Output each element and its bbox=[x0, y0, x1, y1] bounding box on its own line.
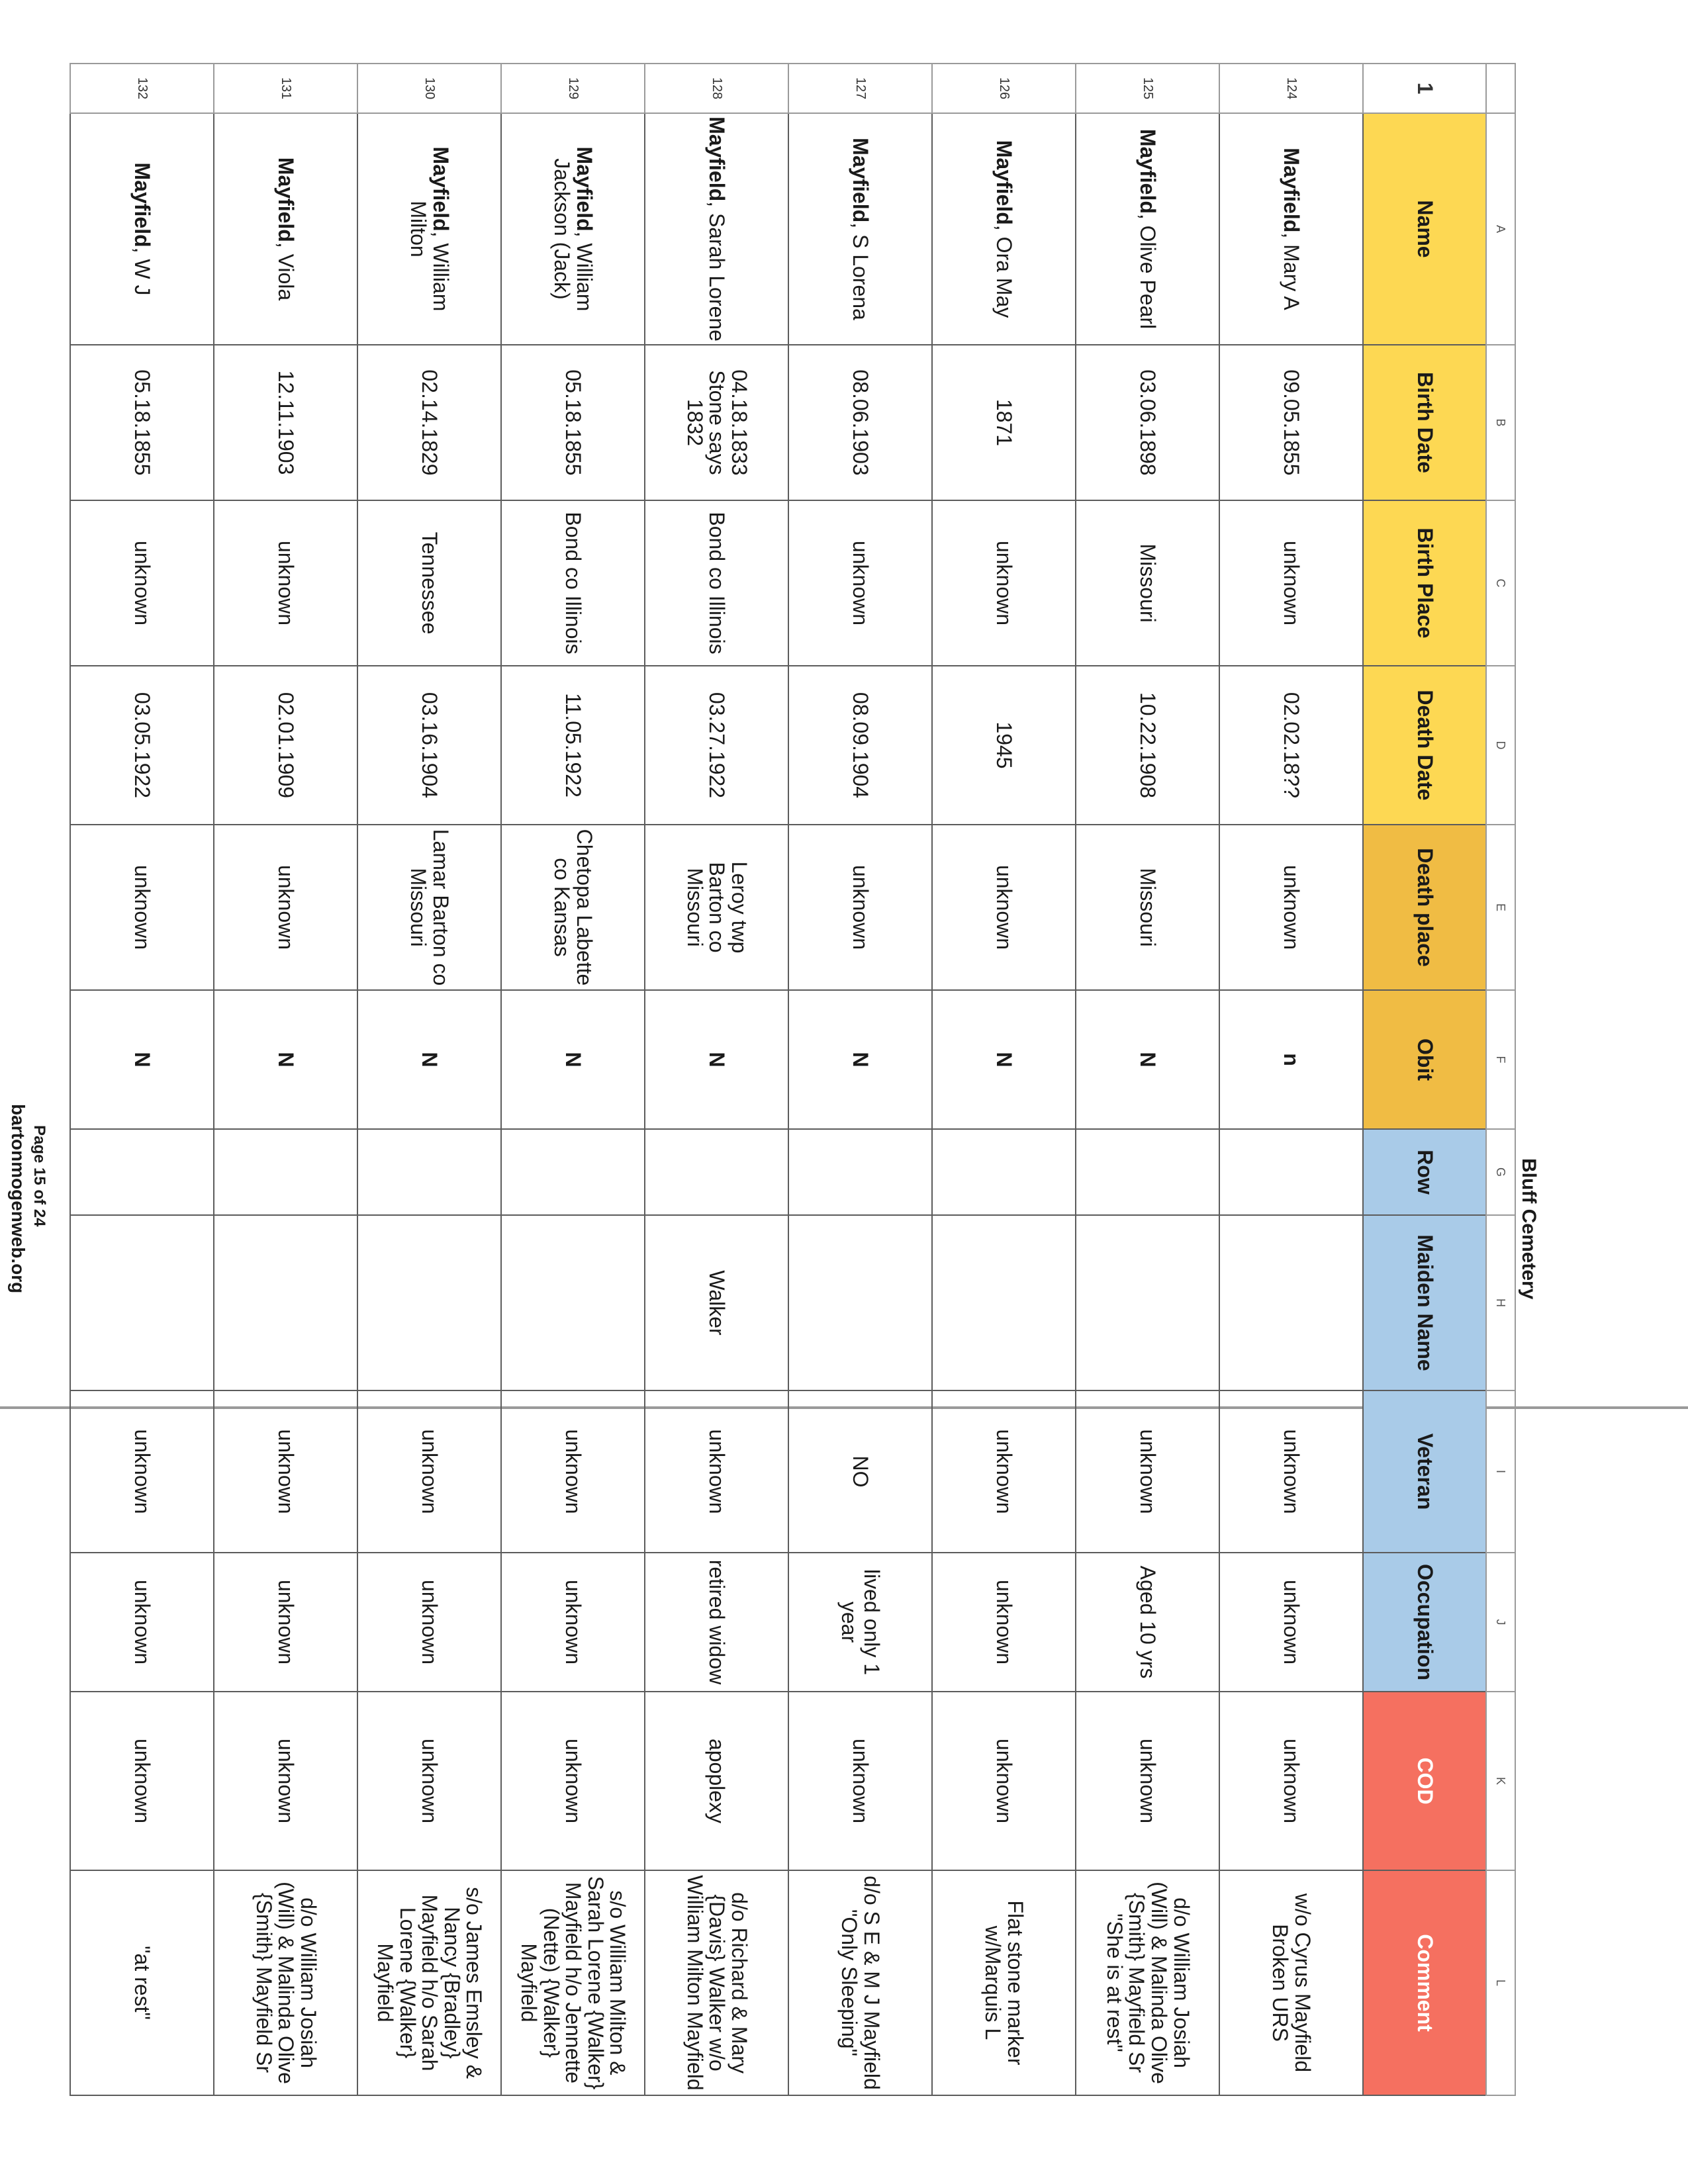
comment-cell: s/o James Emsley & Nancy {Bradley} Mayfield h/o Sarah Lorene {Walker} Mayfield bbox=[357, 1870, 501, 2095]
column-letter: D bbox=[1486, 666, 1515, 825]
occupation-cell: unknown bbox=[357, 1553, 501, 1692]
maiden-name-cell bbox=[932, 1215, 1076, 1390]
maiden-name-cell bbox=[70, 1215, 214, 1390]
column-letter: H bbox=[1486, 1215, 1515, 1390]
obit-cell: N bbox=[1076, 990, 1219, 1129]
birth-place-cell: Bond co Illinois bbox=[645, 500, 788, 666]
surname: Mayfield bbox=[1136, 128, 1160, 214]
comment-cell: w/o Cyrus Mayfield Broken URS bbox=[1219, 1870, 1363, 2095]
header-birth-date: Birth Date bbox=[1363, 345, 1486, 500]
birth-place-cell: Tennessee bbox=[357, 500, 501, 666]
birth-date-cell: 1871 bbox=[932, 345, 1076, 500]
table-row bbox=[501, 64, 645, 2095]
surname: Mayfield bbox=[1280, 148, 1304, 233]
row-number: 129 bbox=[501, 64, 645, 113]
maiden-name-cell bbox=[1219, 1215, 1363, 1390]
table-row bbox=[70, 64, 214, 2095]
death-place-cell: unknown bbox=[788, 825, 932, 990]
surname: Mayfield bbox=[274, 157, 299, 242]
table-row bbox=[1076, 64, 1219, 2095]
death-place-cell: unknown bbox=[1219, 825, 1363, 990]
obit-cell: N bbox=[70, 990, 214, 1129]
death-date-cell: 11.05.1922 bbox=[501, 666, 645, 825]
given-names: , Mary A bbox=[1280, 232, 1304, 310]
maiden-name-cell bbox=[788, 1215, 932, 1390]
name-cell bbox=[1076, 113, 1219, 345]
death-place-cell: unknown bbox=[932, 825, 1076, 990]
header-veteran: Veteran bbox=[1363, 1390, 1486, 1553]
death-place-cell: unknown bbox=[214, 825, 357, 990]
header-comment: Comment bbox=[1363, 1870, 1486, 2095]
veteran-cell: unknown bbox=[214, 1390, 357, 1553]
obit-cell: N bbox=[788, 990, 932, 1129]
row-number: 124 bbox=[1219, 64, 1363, 113]
header-death-place: Death place bbox=[1363, 825, 1486, 990]
obit-cell: N bbox=[932, 990, 1076, 1129]
row-cell bbox=[1076, 1129, 1219, 1215]
table-row bbox=[788, 64, 932, 2095]
surname: Mayfield bbox=[992, 140, 1017, 225]
birth-date-cell: 05.18.1855 bbox=[501, 345, 645, 500]
maiden-name-cell bbox=[501, 1215, 645, 1390]
death-place-cell: unknown bbox=[70, 825, 214, 990]
cod-cell: unknown bbox=[1076, 1692, 1219, 1870]
obit-cell: N bbox=[501, 990, 645, 1129]
row-number: 1 bbox=[1363, 64, 1486, 113]
header-maiden-name: Maiden Name bbox=[1363, 1215, 1486, 1390]
surname: Mayfield bbox=[573, 146, 597, 232]
row-number: 132 bbox=[70, 64, 214, 113]
birth-date-cell: 04.18.1833 Stone says 1832 bbox=[645, 345, 788, 500]
row-cell bbox=[70, 1129, 214, 1215]
comment-cell: d/o William Josiah (Will) & Malinda Olive {Smith} Mayfield Sr "She is at rest" bbox=[1076, 1870, 1219, 2095]
column-letter: L bbox=[1486, 1870, 1515, 2095]
cod-cell: unknown bbox=[788, 1692, 932, 1870]
birth-place-cell: Bond co Illinois bbox=[501, 500, 645, 666]
row-cell bbox=[788, 1129, 932, 1215]
death-date-cell: 08.09.1904 bbox=[788, 666, 932, 825]
column-letter: E bbox=[1486, 825, 1515, 990]
veteran-cell: NO bbox=[788, 1390, 932, 1553]
column-letter: F bbox=[1486, 990, 1515, 1129]
header-obit: Obit bbox=[1363, 990, 1486, 1129]
comment-cell: "at rest" bbox=[70, 1870, 214, 2095]
header-cod: COD bbox=[1363, 1692, 1486, 1870]
column-letter: A bbox=[1486, 113, 1515, 345]
comment-cell: Flat stone marker w/Marquis L bbox=[932, 1870, 1076, 2095]
given-names: , Viola bbox=[274, 242, 299, 301]
header-row bbox=[1363, 64, 1486, 2095]
comment-cell: d/o William Josiah (Will) & Malinda Olive {Smith} Mayfield Sr bbox=[214, 1870, 357, 2095]
death-place-cell: Chetopa Labette co Kansas bbox=[501, 825, 645, 990]
column-letter: I bbox=[1486, 1390, 1515, 1553]
surname: Mayfield bbox=[849, 138, 873, 223]
row-cell bbox=[932, 1129, 1076, 1215]
row-cell bbox=[645, 1129, 788, 1215]
name-cell bbox=[357, 113, 501, 345]
row-number: 130 bbox=[357, 64, 501, 113]
occupation-cell: retired widow bbox=[645, 1553, 788, 1692]
surname: Mayfield bbox=[705, 116, 729, 202]
cod-cell: apoplexy bbox=[645, 1692, 788, 1870]
table-row bbox=[214, 64, 357, 2095]
comment-cell: s/o William Milton & Sarah Lorene {Walker} Mayfield h/o Jennette (Nette) {Walker} Mayfield bbox=[501, 1870, 645, 2095]
veteran-cell: unknown bbox=[932, 1390, 1076, 1553]
occupation-cell: unknown bbox=[1219, 1553, 1363, 1692]
row-number: 127 bbox=[788, 64, 932, 113]
column-letter: J bbox=[1486, 1553, 1515, 1692]
veteran-cell: unknown bbox=[645, 1390, 788, 1553]
occupation-cell: unknown bbox=[932, 1553, 1076, 1692]
maiden-name-cell bbox=[214, 1215, 357, 1390]
table-row bbox=[357, 64, 501, 2095]
death-place-cell: Leroy twp Barton co Missouri bbox=[645, 825, 788, 990]
occupation-cell: lived only 1 year bbox=[788, 1553, 932, 1692]
veteran-cell: unknown bbox=[70, 1390, 214, 1553]
birth-place-cell: unknown bbox=[788, 500, 932, 666]
birth-date-cell: 02.14.1829 bbox=[357, 345, 501, 500]
veteran-cell: unknown bbox=[357, 1390, 501, 1553]
row-cell bbox=[1219, 1129, 1363, 1215]
header-occupation: Occupation bbox=[1363, 1553, 1486, 1692]
comment-cell: d/o Richard & Mary {Davis} Walker w/o William Milton Mayfield bbox=[645, 1870, 788, 2095]
occupation-cell: Aged 10 yrs bbox=[1076, 1553, 1219, 1692]
page-title: Bluff Cemetery bbox=[1518, 1158, 1540, 1300]
given-names: , Sarah Lorene bbox=[705, 201, 729, 341]
column-letters-row bbox=[1486, 64, 1515, 2095]
veteran-cell: unknown bbox=[501, 1390, 645, 1553]
death-date-cell: 02.02.18?? bbox=[1219, 666, 1363, 825]
occupation-cell: unknown bbox=[70, 1553, 214, 1692]
birth-place-cell: Missouri bbox=[1076, 500, 1219, 666]
birth-place-cell: unknown bbox=[70, 500, 214, 666]
death-date-cell: 02.01.1909 bbox=[214, 666, 357, 825]
death-place-cell: Lamar Barton co Missouri bbox=[357, 825, 501, 990]
death-place-cell: Missouri bbox=[1076, 825, 1219, 990]
birth-place-cell: unknown bbox=[214, 500, 357, 666]
row-cell bbox=[501, 1129, 645, 1215]
cod-cell: unknown bbox=[501, 1692, 645, 1870]
column-letter: B bbox=[1486, 345, 1515, 500]
veteran-cell: unknown bbox=[1219, 1390, 1363, 1553]
birth-place-cell: unknown bbox=[1219, 500, 1363, 666]
header-row: Row bbox=[1363, 1129, 1486, 1215]
death-date-cell: 03.05.1922 bbox=[70, 666, 214, 825]
maiden-name-cell bbox=[1076, 1215, 1219, 1390]
birth-date-cell: 05.18.1855 bbox=[70, 345, 214, 500]
given-names: , Olive Pearl bbox=[1136, 213, 1160, 330]
row-number: 128 bbox=[645, 64, 788, 113]
birth-place-cell: unknown bbox=[932, 500, 1076, 666]
header-death-date: Death Date bbox=[1363, 666, 1486, 825]
name-cell bbox=[932, 113, 1076, 345]
cod-cell: unknown bbox=[214, 1692, 357, 1870]
row-number: 126 bbox=[932, 64, 1076, 113]
cod-cell: unknown bbox=[70, 1692, 214, 1870]
table-row bbox=[645, 64, 788, 2095]
cod-cell: unknown bbox=[1219, 1692, 1363, 1870]
obit-cell: n bbox=[1219, 990, 1363, 1129]
death-date-cell: 1945 bbox=[932, 666, 1076, 825]
header-name: Name bbox=[1363, 113, 1486, 345]
birth-date-cell: 03.06.1898 bbox=[1076, 345, 1219, 500]
birth-date-cell: 09.05.1855 bbox=[1219, 345, 1363, 500]
given-names: , William Jackson (Jack) bbox=[550, 158, 597, 312]
column-letter: K bbox=[1486, 1692, 1515, 1870]
death-date-cell: 03.16.1904 bbox=[357, 666, 501, 825]
table-row bbox=[932, 64, 1076, 2095]
death-date-cell: 10.22.1908 bbox=[1076, 666, 1219, 825]
obit-cell: N bbox=[645, 990, 788, 1129]
name-cell bbox=[1219, 113, 1363, 345]
death-date-cell: 03.27.1922 bbox=[645, 666, 788, 825]
name-cell bbox=[501, 113, 645, 345]
obit-cell: N bbox=[214, 990, 357, 1129]
given-names: , W J bbox=[130, 247, 155, 296]
page-number: Page 15 of 24 bbox=[30, 1125, 48, 1227]
name-cell bbox=[645, 113, 788, 345]
given-names: , William Milton bbox=[406, 201, 453, 312]
table-row bbox=[1219, 64, 1363, 2095]
birth-date-cell: 08.06.1903 bbox=[788, 345, 932, 500]
maiden-name-cell bbox=[357, 1215, 501, 1390]
row-number: 131 bbox=[214, 64, 357, 113]
row-cell bbox=[214, 1129, 357, 1215]
row-cell bbox=[357, 1129, 501, 1215]
comment-cell: d/o S E & M J Mayfield "Only Sleeping" bbox=[788, 1870, 932, 2095]
row-number: 125 bbox=[1076, 64, 1219, 113]
name-cell bbox=[214, 113, 357, 345]
name-cell bbox=[788, 113, 932, 345]
maiden-name-cell: Walker bbox=[645, 1215, 788, 1390]
occupation-cell: unknown bbox=[501, 1553, 645, 1692]
cod-cell: unknown bbox=[932, 1692, 1076, 1870]
cemetery-table bbox=[70, 63, 1516, 2096]
column-letter: C bbox=[1486, 500, 1515, 666]
site-url: bartonmogenweb.org bbox=[8, 1104, 28, 1294]
corner-cell bbox=[1486, 64, 1515, 113]
cod-cell: unknown bbox=[357, 1692, 501, 1870]
column-letter: G bbox=[1486, 1129, 1515, 1215]
veteran-cell: unknown bbox=[1076, 1390, 1219, 1553]
birth-date-cell: 12.11.1903 bbox=[214, 345, 357, 500]
obit-cell: N bbox=[357, 990, 501, 1129]
surname: Mayfield bbox=[130, 162, 155, 248]
surname: Mayfield bbox=[429, 146, 453, 232]
occupation-cell: unknown bbox=[214, 1553, 357, 1692]
given-names: , S Lorena bbox=[849, 222, 873, 320]
given-names: , Ora May bbox=[992, 224, 1017, 318]
name-cell bbox=[70, 113, 214, 345]
header-birth-place: Birth Place bbox=[1363, 500, 1486, 666]
